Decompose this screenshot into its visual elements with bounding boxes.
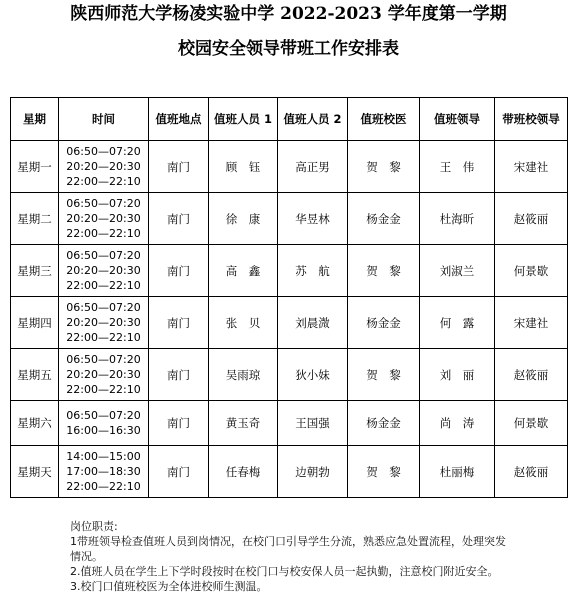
time-slot: 22:00—22:10 <box>66 175 141 188</box>
leader-cell: 杜海昕 <box>420 193 495 245</box>
day-cell: 星期三 <box>11 245 59 297</box>
duty-item: 情况。 <box>70 550 103 563</box>
time-slot: 17:00—18:30 <box>66 465 141 478</box>
school-leader-cell: 何景歇 <box>495 401 568 446</box>
time-slot: 22:00—22:10 <box>66 480 141 493</box>
table-row <box>11 297 568 349</box>
leader-cell: 王 伟 <box>420 141 495 193</box>
document-subtitle: 校园安全领导带班工作安排表 <box>178 39 399 59</box>
school-leader-cell: 宋建社 <box>495 141 568 193</box>
time-cell <box>59 401 149 446</box>
place-cell: 南门 <box>149 349 209 401</box>
day-cell: 星期五 <box>11 349 59 401</box>
place-cell: 南门 <box>149 193 209 245</box>
staff1-cell: 黄玉奇 <box>209 401 278 446</box>
document-title: 陕西师范大学杨凌实验中学 2022-2023 学年度第一学期 <box>70 4 507 24</box>
header-time: 时间 <box>59 98 149 141</box>
time-cell <box>59 297 149 349</box>
doctor-cell: 贺 黎 <box>348 446 420 498</box>
time-slot: 06:50—07:20 <box>66 353 141 366</box>
time-slot: 16:00—16:30 <box>66 424 141 437</box>
time-slot: 20:20—20:30 <box>66 212 141 225</box>
doctor-cell: 杨金金 <box>348 193 420 245</box>
time-slot: 22:00—22:10 <box>66 227 141 240</box>
table-row <box>11 401 568 446</box>
staff2-cell: 华昱林 <box>278 193 348 245</box>
school-leader-cell: 赵筱丽 <box>495 349 568 401</box>
table-row <box>11 193 568 245</box>
place-cell: 南门 <box>149 245 209 297</box>
table-row <box>11 245 568 297</box>
staff2-cell: 刘晨溦 <box>278 297 348 349</box>
place-cell: 南门 <box>149 401 209 446</box>
time-slot: 06:50—07:20 <box>66 197 141 210</box>
table-row <box>11 349 568 401</box>
day-cell: 星期天 <box>11 446 59 498</box>
place-cell: 南门 <box>149 297 209 349</box>
school-leader-cell: 赵筱丽 <box>495 193 568 245</box>
staff1-cell: 任春梅 <box>209 446 278 498</box>
doctor-cell: 杨金金 <box>348 401 420 446</box>
time-cell <box>59 141 149 193</box>
header-leader: 值班领导 <box>420 98 495 141</box>
staff2-cell: 边朝勃 <box>278 446 348 498</box>
staff1-cell: 徐 康 <box>209 193 278 245</box>
duties-section <box>70 519 570 594</box>
leader-cell: 何 露 <box>420 297 495 349</box>
time-slot: 20:20—20:30 <box>66 368 141 381</box>
staff2-cell: 苏 航 <box>278 245 348 297</box>
time-cell <box>59 349 149 401</box>
duty-item: 1带班领导检查值班人员到岗情况，在校门口引导学生分流，熟悉应急处置流程，处理突发 <box>70 535 506 548</box>
doctor-cell: 贺 黎 <box>348 245 420 297</box>
duties-heading: 岗位职责: <box>70 520 118 533</box>
header-school-leader: 带班校领导 <box>495 98 568 141</box>
time-slot: 20:20—20:30 <box>66 316 141 329</box>
time-cell <box>59 446 149 498</box>
staff1-cell: 顾 钰 <box>209 141 278 193</box>
header-doctor: 值班校医 <box>348 98 420 141</box>
staff2-cell: 王国强 <box>278 401 348 446</box>
day-cell: 星期一 <box>11 141 59 193</box>
time-cell <box>59 245 149 297</box>
header-place: 值班地点 <box>149 98 209 141</box>
staff1-cell: 高 鑫 <box>209 245 278 297</box>
school-leader-cell: 赵筱丽 <box>495 446 568 498</box>
table-row <box>11 141 568 193</box>
table-row <box>11 446 568 498</box>
leader-cell: 尚 涛 <box>420 401 495 446</box>
doctor-cell: 贺 黎 <box>348 349 420 401</box>
school-leader-cell: 何景歇 <box>495 245 568 297</box>
time-cell <box>59 193 149 245</box>
staff2-cell: 狄小妹 <box>278 349 348 401</box>
leader-cell: 刘淑兰 <box>420 245 495 297</box>
place-cell: 南门 <box>149 446 209 498</box>
place-cell: 南门 <box>149 141 209 193</box>
staff2-cell: 高正男 <box>278 141 348 193</box>
time-slot: 22:00—22:10 <box>66 279 141 292</box>
time-slot: 22:00—22:10 <box>66 383 141 396</box>
time-slot: 06:50—07:20 <box>66 409 141 422</box>
school-leader-cell: 宋建社 <box>495 297 568 349</box>
time-slot: 06:50—07:20 <box>66 145 141 158</box>
time-slot: 20:20—20:30 <box>66 264 141 277</box>
header-day: 星期 <box>11 98 59 141</box>
time-slot: 20:20—20:30 <box>66 160 141 173</box>
day-cell: 星期六 <box>11 401 59 446</box>
duty-item: 3.校门口值班校医为全体进校师生测温。 <box>70 580 268 593</box>
leader-cell: 杜丽梅 <box>420 446 495 498</box>
doctor-cell: 贺 黎 <box>348 141 420 193</box>
staff1-cell: 吴雨琼 <box>209 349 278 401</box>
day-cell: 星期四 <box>11 297 59 349</box>
time-slot: 22:00—22:10 <box>66 331 141 344</box>
time-slot: 06:50—07:20 <box>66 249 141 262</box>
staff1-cell: 张 贝 <box>209 297 278 349</box>
duty-item: 2.值班人员在学生上下学时段按时在校门口与校安保人员一起执勤，注意校门附近安全。 <box>70 565 499 578</box>
header-staff1: 值班人员 1 <box>209 98 278 141</box>
time-slot: 14:00—15:00 <box>66 450 141 463</box>
day-cell: 星期二 <box>11 193 59 245</box>
doctor-cell: 杨金金 <box>348 297 420 349</box>
table-header-row <box>11 98 568 141</box>
duty-roster-table <box>10 97 568 498</box>
leader-cell: 刘 丽 <box>420 349 495 401</box>
header-staff2: 值班人员 2 <box>278 98 348 141</box>
time-slot: 06:50—07:20 <box>66 301 141 314</box>
